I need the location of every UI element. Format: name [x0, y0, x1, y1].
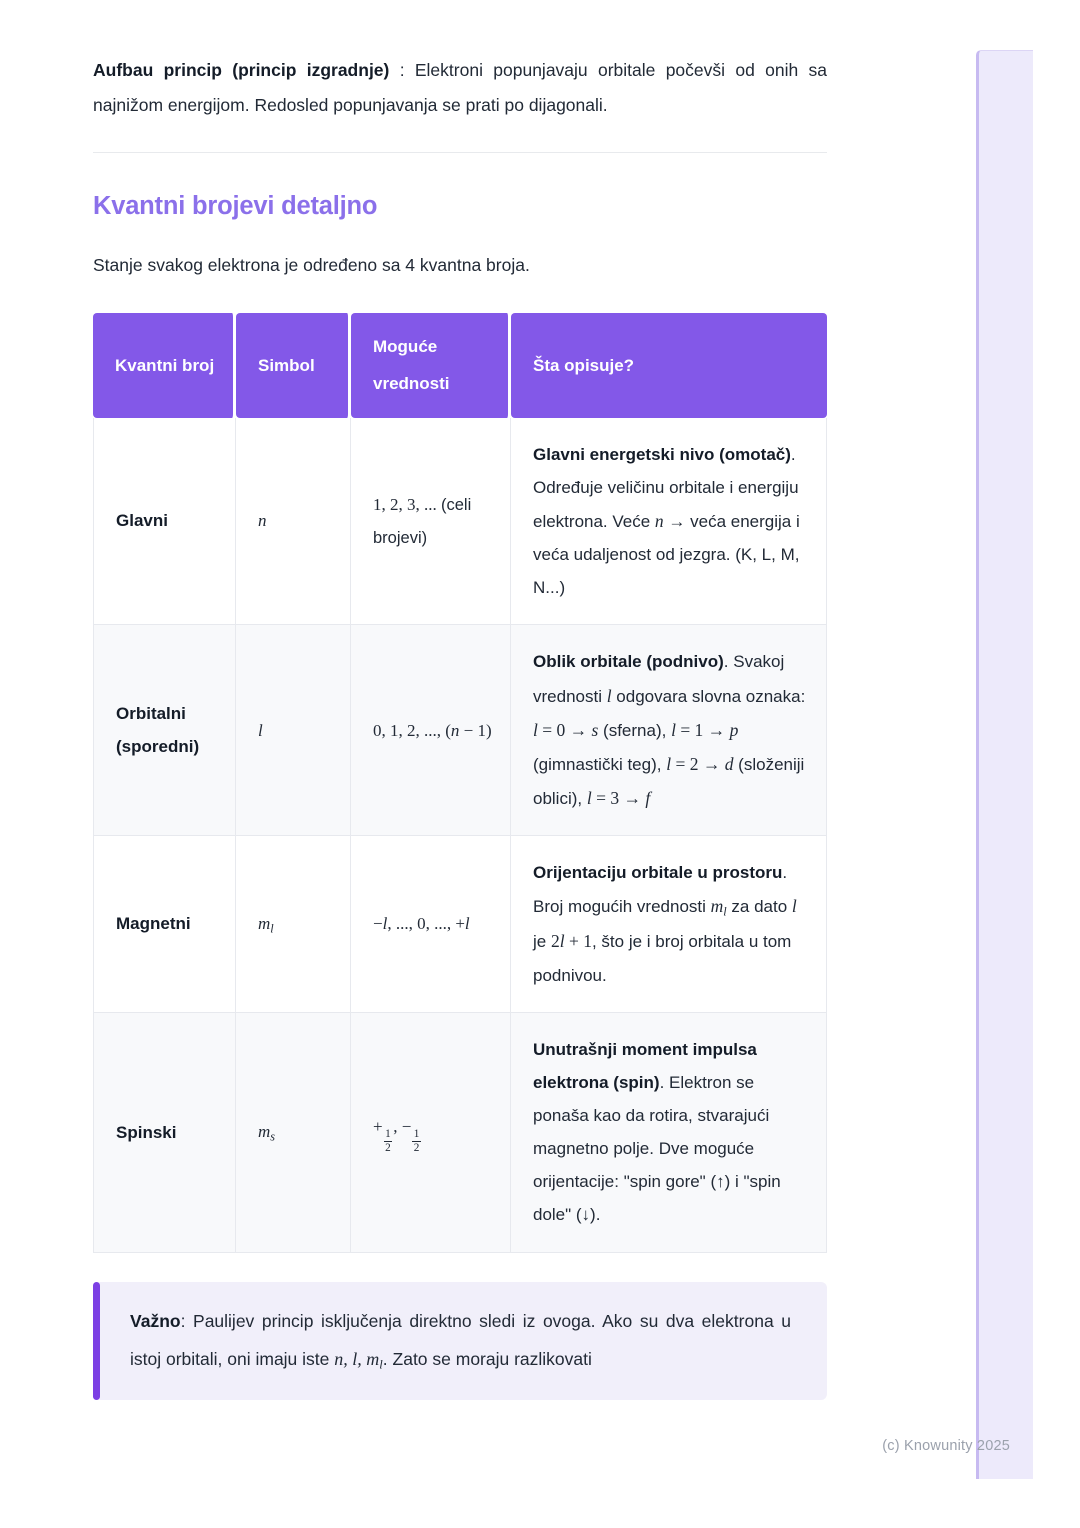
cell-values: 1, 2, 3, ... (celi brojevi): [351, 418, 511, 626]
section-heading: Kvantni brojevi detaljno: [93, 192, 378, 220]
cell-description: Glavni energetski nivo (omotač). Određuje veličinu orbitale i energiju elektrona. Veće n → veća energija i veća udaljenost od jezgra. (K, L, M, N...): [511, 418, 827, 626]
cell-description: Orijentaciju orbitale u prostoru. Broj mogućih vrednosti $m_l$ za dato l je 2l + 1, što je i broj orbitala u tom podnivou.: [511, 836, 827, 1013]
lead-paragraph: Stanje svakog elektrona je određeno sa 4 kvantna broja.: [93, 254, 530, 275]
cell-description: Oblik orbitale (podnivo). Svakoj vrednosti l odgovara slovna oznaka: l = 0 → s (sferna), l = 1 → p (gimnastički teg), l = 2 → d (složeniji oblici), l = 3 → f: [511, 625, 827, 836]
section-divider: [93, 152, 827, 153]
table-row-glavni: [93, 418, 827, 626]
callout-accent-bar: [93, 1282, 100, 1400]
intro-paragraph: Aufbau princip (princip izgradnje) : Elektroni popunjavaju orbitale počevši od onih sa najnižom energijom. Redosled popunjavanja se prati po dijagonali.: [93, 60, 828, 115]
header-simbol: Simbol: [236, 313, 351, 418]
cell-name: Magnetni: [93, 836, 236, 1013]
cell-values: + $\frac{1}{2}$ , − $\frac{1}{2}$: [351, 1013, 511, 1253]
cell-description: Unutrašnji moment impulsa elektrona (spin). Elektron se ponaša kao da rotira, stvarajući magnetno polje. Dve moguće orijentacije: "spin gore" (↑) i "spin dole" (↓).: [511, 1013, 827, 1253]
table-header-row: [93, 313, 827, 418]
cell-symbol: $m_l$: [236, 836, 351, 1013]
cell-name: Glavni: [93, 418, 236, 626]
document-content: [93, 0, 827, 1400]
cell-symbol: n: [236, 418, 351, 626]
table-row-magnetni: [93, 836, 827, 1013]
cell-name: Spinski: [93, 1013, 236, 1253]
header-sta-opisuje: Šta opisuje?: [511, 313, 827, 418]
header-moguce-vrednosti: Moguće vrednosti: [351, 313, 511, 418]
quantum-numbers-table: [93, 313, 827, 1253]
cell-symbol: l: [236, 625, 351, 836]
cell-values: 0, 1, 2, ..., (n − 1): [351, 625, 511, 836]
important-callout: [93, 1282, 827, 1400]
copyright-watermark: (c) Knowunity 2025: [882, 1438, 1010, 1454]
callout-text: Važno: Paulijev princip isključenja direktno sledi iz ovoga. Ako su dva elektrona u istoj orbitali, oni imaju iste n, l, $m_l$. Zato se moraju razlikovati: [130, 1310, 791, 1372]
table-row-orbitalni: [93, 625, 827, 836]
cell-name: Orbitalni (sporedni): [93, 625, 236, 836]
table-row-spinski: [93, 1013, 827, 1253]
next-page-edge: [976, 50, 1033, 1479]
cell-symbol: $m_s$: [236, 1013, 351, 1253]
cell-values: −l, ..., 0, ..., +l: [351, 836, 511, 1013]
header-kvantni-broj: Kvantni broj: [93, 313, 236, 418]
